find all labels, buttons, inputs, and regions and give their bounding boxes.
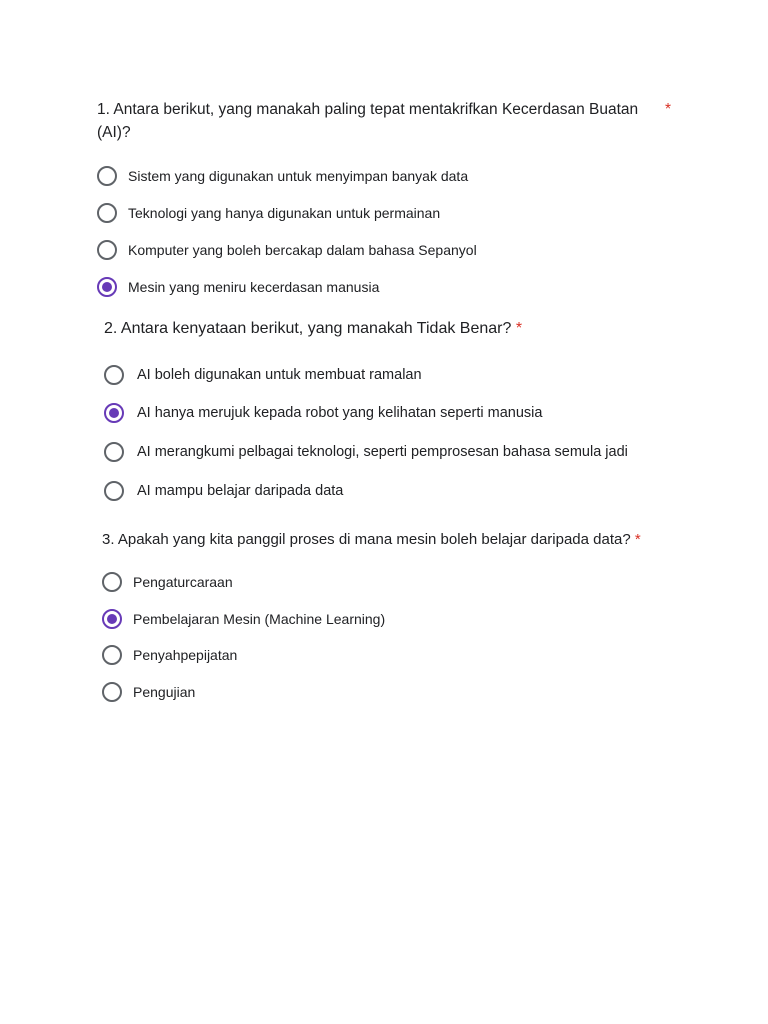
radio-button[interactable] [104, 403, 124, 423]
radio-button[interactable] [97, 277, 117, 297]
option-label: Pengujian [133, 684, 196, 700]
question-2-text: 2. Antara kenyataan berikut, yang manakah Tidak Benar? [104, 320, 512, 337]
option-label: Pembelajaran Mesin (Machine Learning) [133, 611, 386, 627]
question-2-option-2[interactable] [104, 401, 542, 425]
question-1-option-3[interactable] [97, 238, 477, 262]
radio-button[interactable] [97, 240, 117, 260]
radio-button[interactable] [104, 442, 124, 462]
option-label: Teknologi yang hanya digunakan untuk permainan [128, 205, 441, 221]
question-2-required-marker: * [515, 320, 523, 337]
option-label: Pengaturcaraan [133, 574, 233, 590]
question-3-required-marker: * [634, 531, 641, 548]
question-2-option-4[interactable] [104, 479, 343, 503]
question-1-option-1[interactable] [97, 164, 468, 188]
radio-button[interactable] [102, 572, 122, 592]
option-label: AI hanya merujuk kepada robot yang kelihatan seperti manusia [137, 405, 543, 421]
question-2-title [104, 317, 522, 340]
radio-button[interactable] [102, 609, 122, 629]
option-label: Mesin yang meniru kecerdasan manusia [128, 279, 380, 295]
radio-button[interactable] [102, 645, 122, 665]
option-label: Penyahpepijatan [133, 647, 238, 663]
radio-button[interactable] [104, 481, 124, 501]
question-1-option-2[interactable] [97, 201, 440, 225]
option-label: AI merangkumi pelbagai teknologi, seperti pemprosesan bahasa semula jadi [137, 444, 628, 460]
question-2-option-1[interactable] [104, 363, 422, 387]
radio-button[interactable] [97, 203, 117, 223]
question-3-text: 3. Apakah yang kita panggil proses di mana mesin boleh belajar daripada data? [102, 531, 631, 548]
question-3-option-2[interactable] [102, 607, 385, 631]
option-label: Komputer yang boleh bercakap dalam bahasa Sepanyol [128, 242, 477, 258]
option-label: AI mampu belajar daripada data [137, 483, 344, 499]
radio-button[interactable] [97, 166, 117, 186]
radio-button[interactable] [104, 365, 124, 385]
question-3-option-1[interactable] [102, 570, 233, 594]
option-label: Sistem yang digunakan untuk menyimpan banyak data [128, 168, 469, 184]
question-1-option-4[interactable] [97, 275, 379, 299]
question-2-option-3[interactable] [104, 440, 628, 464]
question-3-option-4[interactable] [102, 680, 195, 704]
question-3-title [102, 528, 641, 551]
question-1-required-marker: * [665, 101, 672, 118]
question-1-title: 1. Antara berikut, yang manakah paling tepat mentakrifkan Kecerdasan Buatan (AI)? [97, 101, 639, 141]
question-3-option-3[interactable] [102, 643, 237, 667]
option-label: AI boleh digunakan untuk membuat ramalan [137, 367, 422, 383]
radio-button[interactable] [102, 682, 122, 702]
